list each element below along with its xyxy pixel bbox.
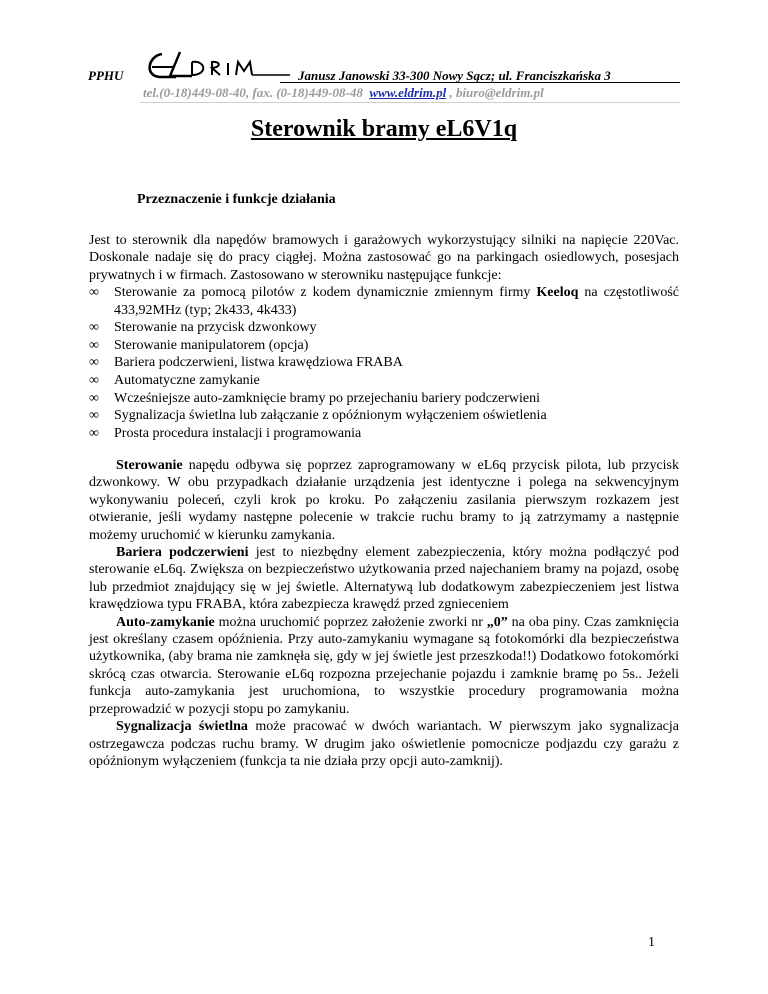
infinity-bullet-icon: ∞ — [89, 320, 99, 336]
header-email: , biuro@eldrim.pl — [446, 85, 544, 100]
header-divider — [280, 82, 680, 83]
infinity-bullet-icon: ∞ — [89, 408, 99, 424]
infinity-bullet-icon: ∞ — [89, 337, 99, 353]
page-title: Sterownik bramy eL6V1q — [250, 116, 518, 142]
infinity-bullet-icon: ∞ — [89, 355, 99, 371]
website-link[interactable]: www.eldrim.pl — [369, 85, 447, 100]
header-phone: tel.(0-18)449-08-40, fax. (0-18)449-08-48 — [143, 85, 363, 100]
paragraph-sygnalizacja: Sygnalizacja świetlna może pracować w dwóch wariantach. W pierwszym jako sygnalizacja ostrzegawcza podczas ruchu bramy. W drugim jako oświetlenie pomocnicze podjazdu czy garażu z opóźnionym wyłączeniem (funkcja ta nie działa przy opcji auto-zamknij). — [89, 719, 679, 769]
intro-paragraph: Jest to sterownik dla napędów bramowych i garażowych wykorzystujący silniki na napięcie 220Vac. Doskonale nadaje się do pracy ciągłej. Można zastosować go na parkingach osiedlowych, posesjach prywatnych i w firmach. Zastosowano w sterowniku następujące funkcje: — [89, 233, 679, 283]
paragraph-bariera: Bariera podczerwieni jest to niezbędny element zabezpieczenia, który można podłączyć pod sterowanie eL6q. Zwiększa on bezpieczeństwo użytkowania przed najechaniem bramy na pojazd, osobę lub przedmiot znajdujący się w jej świetle. Alternatywą lub dodatkowym zabezpieczeniem jest listwa krawędziowa typu FRABA, która zabezpiecza krawędź przed zgnieceniem — [89, 545, 679, 613]
list-item: ∞ Sterowanie na przycisk dzwonkowy — [89, 320, 317, 336]
paragraph-sterowanie: Sterowanie napędu odbywa się poprzez zaprogramowany w eL6q przycisk pilota, lub przycisk dzwonkowy. W obu przypadkach działanie urządzenia jest identyczne i polega na sekwencyjnym wykonywaniu poleceń, czyli krok po kroku. Po załączeniu zasilania pierwszym rozkazem jest otwieranie, jeśli wydamy następne polecenie w trakcie ruchu bramy to ją zatrzymamy a następnie możemy uruchomić w kierunku zamykania. — [89, 458, 679, 543]
paragraph-auto-zamykanie: Auto-zamykanie można uruchomić poprzez założenie zworki nr „0” na oba piny. Czas zamknięcia jest określany czasem opóźnienia. Przy auto-zamykaniu wymagane są fotokomórki dla bezpieczeństwa użytkownika, (aby brama nie zamknęła się, gdy w jej świetle jest przeszkoda!!) Dodatkowo fotokomórki skrócą czas otwarcia. Sterowanie eL6q rozpozna przejechanie pojazdu i zamknie bramę po 5s.. Jeżeli funkcja auto-zamykania jest uruchomiona, to wszystkie procedury programowania można przeprowadzić w pozycji stopu po zamykaniu. — [89, 614, 679, 717]
company-logo — [140, 46, 290, 86]
header-bottom-divider — [140, 102, 680, 103]
header-contact — [143, 85, 544, 101]
section-heading: Przeznaczenie i funkcje działania — [137, 192, 336, 207]
header-prefix: PPHU — [88, 68, 124, 83]
list-item: ∞ Wcześniejsze auto-zamknięcie bramy po przejechaniu bariery podczerwieni — [89, 390, 541, 406]
infinity-bullet-icon: ∞ — [89, 425, 99, 441]
page-number: 1 — [648, 935, 655, 950]
infinity-bullet-icon: ∞ — [89, 372, 99, 388]
infinity-bullet-icon: ∞ — [89, 390, 99, 406]
feature-list — [89, 284, 679, 442]
list-item: ∞ Sygnalizacja świetlna lub załączanie z opóźnionym wyłączeniem oświetlenia — [89, 408, 547, 424]
list-item: ∞ Automatyczne zamykanie — [89, 372, 260, 388]
list-item: ∞ Prosta procedura instalacji i programowania — [89, 425, 362, 441]
header-address: Janusz Janowski 33-300 Nowy Sącz; ul. Franciszkańska 3 — [298, 68, 611, 83]
description-section — [89, 457, 679, 770]
list-item: ∞ Bariera podczerwieni, listwa krawędziowa FRABA — [89, 355, 403, 371]
list-item: ∞ Sterowanie manipulatorem (opcja) — [89, 337, 309, 353]
list-item: ∞ Sterowanie za pomocą pilotów z kodem dynamicznie zmiennym firmy Keeloq na częstotliwość 433,92MHz (typ; 2k433, 4k433) — [89, 285, 680, 318]
infinity-bullet-icon: ∞ — [89, 285, 99, 300]
